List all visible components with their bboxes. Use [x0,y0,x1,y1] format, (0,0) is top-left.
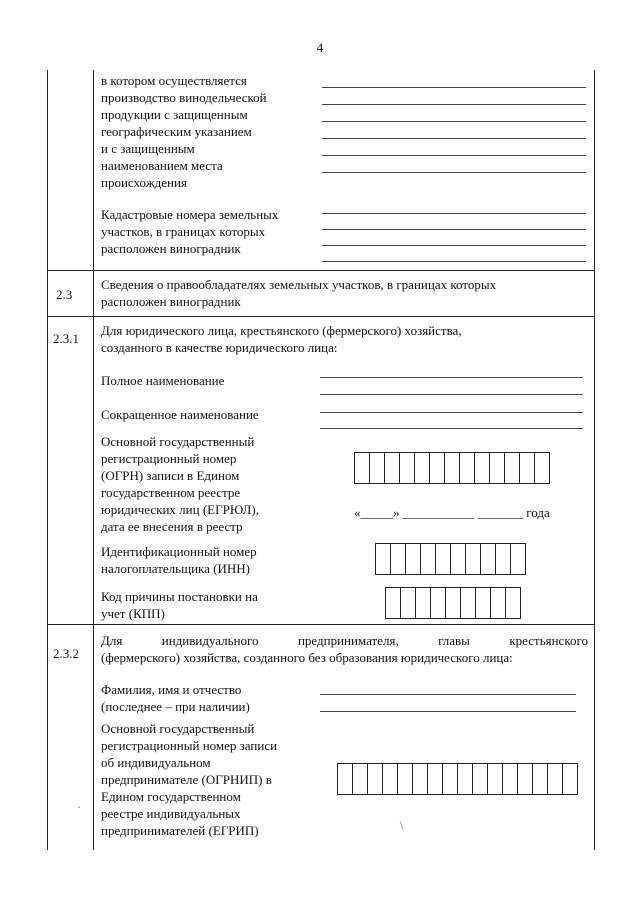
table-right-border [594,70,595,850]
cadastral-input-line-1[interactable] [322,213,586,214]
section-2-3-2-intro-line-1: Для индивидуального предпринимателя, главы крестьянского [101,633,588,648]
section-2-3-2-number: 2.3.2 [53,646,79,661]
kpp-digit-boxes[interactable] [385,587,521,619]
row-divider-2-3-2 [47,624,595,625]
short-name-input-line-1[interactable] [320,412,583,413]
kpp-label: Код причины постановки на учет (КПП) [101,589,258,621]
row-divider-2-3-1 [47,316,595,317]
section-2-3-2-intro-line-2: (фермерского) хозяйства, созданного без образования юридического лица: [101,650,513,665]
cadastral-label: Кадастровые номера земельных участков, в границах которых расположен виноградник [101,207,279,256]
ogrnip-digit-boxes[interactable] [337,763,578,795]
cadastral-input-line-2[interactable] [322,229,586,230]
facility-input-line-2[interactable] [322,104,586,105]
facility-input-line-4[interactable] [322,138,586,139]
section-2-3-1-intro: Для юридического лица, крестьянского (фермерского) хозяйства, созданного в качестве юридического лица: [101,323,462,355]
short-name-input-line-2[interactable] [320,428,583,429]
table-column-divider [93,70,94,850]
cadastral-input-line-3[interactable] [322,245,586,246]
fio-input-line-2[interactable] [320,711,576,712]
inn-digit-boxes[interactable] [375,543,526,575]
scan-dot-mark: · [77,800,81,814]
ogrn-label: Основной государственный регистрационный номер (ОГРН) записи в Едином государственном реестре юридических лиц (ЕГРЮЛ), дата ее внесения в реестр [101,434,259,534]
table-left-border [47,70,48,850]
facility-input-line-5[interactable] [322,155,586,156]
facility-label: в котором осуществляется производство винодельческой продукции с защищенным географическим указанием и с защищенным наименованием места происхождения [101,73,267,190]
facility-input-line-6[interactable] [322,172,586,173]
row-divider-2-3 [47,270,595,271]
full-name-input-line-2[interactable] [320,394,583,395]
section-2-3-title: Сведения о правообладателях земельных участков, в границах которых расположен виноградник [101,277,497,309]
fio-input-line-1[interactable] [320,694,576,695]
ogrn-date-line[interactable]: «_____» ___________ _______ года [354,505,550,520]
cadastral-input-line-4[interactable] [322,261,586,262]
short-name-label: Сокращенное наименование [101,407,259,422]
facility-input-line-1[interactable] [322,87,586,88]
section-2-3-number: 2.3 [56,287,73,302]
inn-label: Идентификационный номер налогоплательщика (ИНН) [101,544,257,576]
fio-label: Фамилия, имя и отчество (последнее – при наличии) [101,682,250,714]
full-name-label: Полное наименование [101,373,225,388]
ogrnip-label: Основной государственный регистрационный номер записи об индивидуальном предпринимателе (ОГРНИП) в Едином государственном реестре индивидуальных предпринимателей (ЕГРИП) [101,721,278,838]
page-number: 4 [316,40,324,55]
full-name-input-line-1[interactable] [320,377,583,378]
facility-input-line-3[interactable] [322,121,586,122]
pen-tick-mark: / [395,818,408,832]
section-2-3-1-number: 2.3.1 [53,331,79,346]
ogrn-digit-boxes[interactable] [354,452,550,484]
